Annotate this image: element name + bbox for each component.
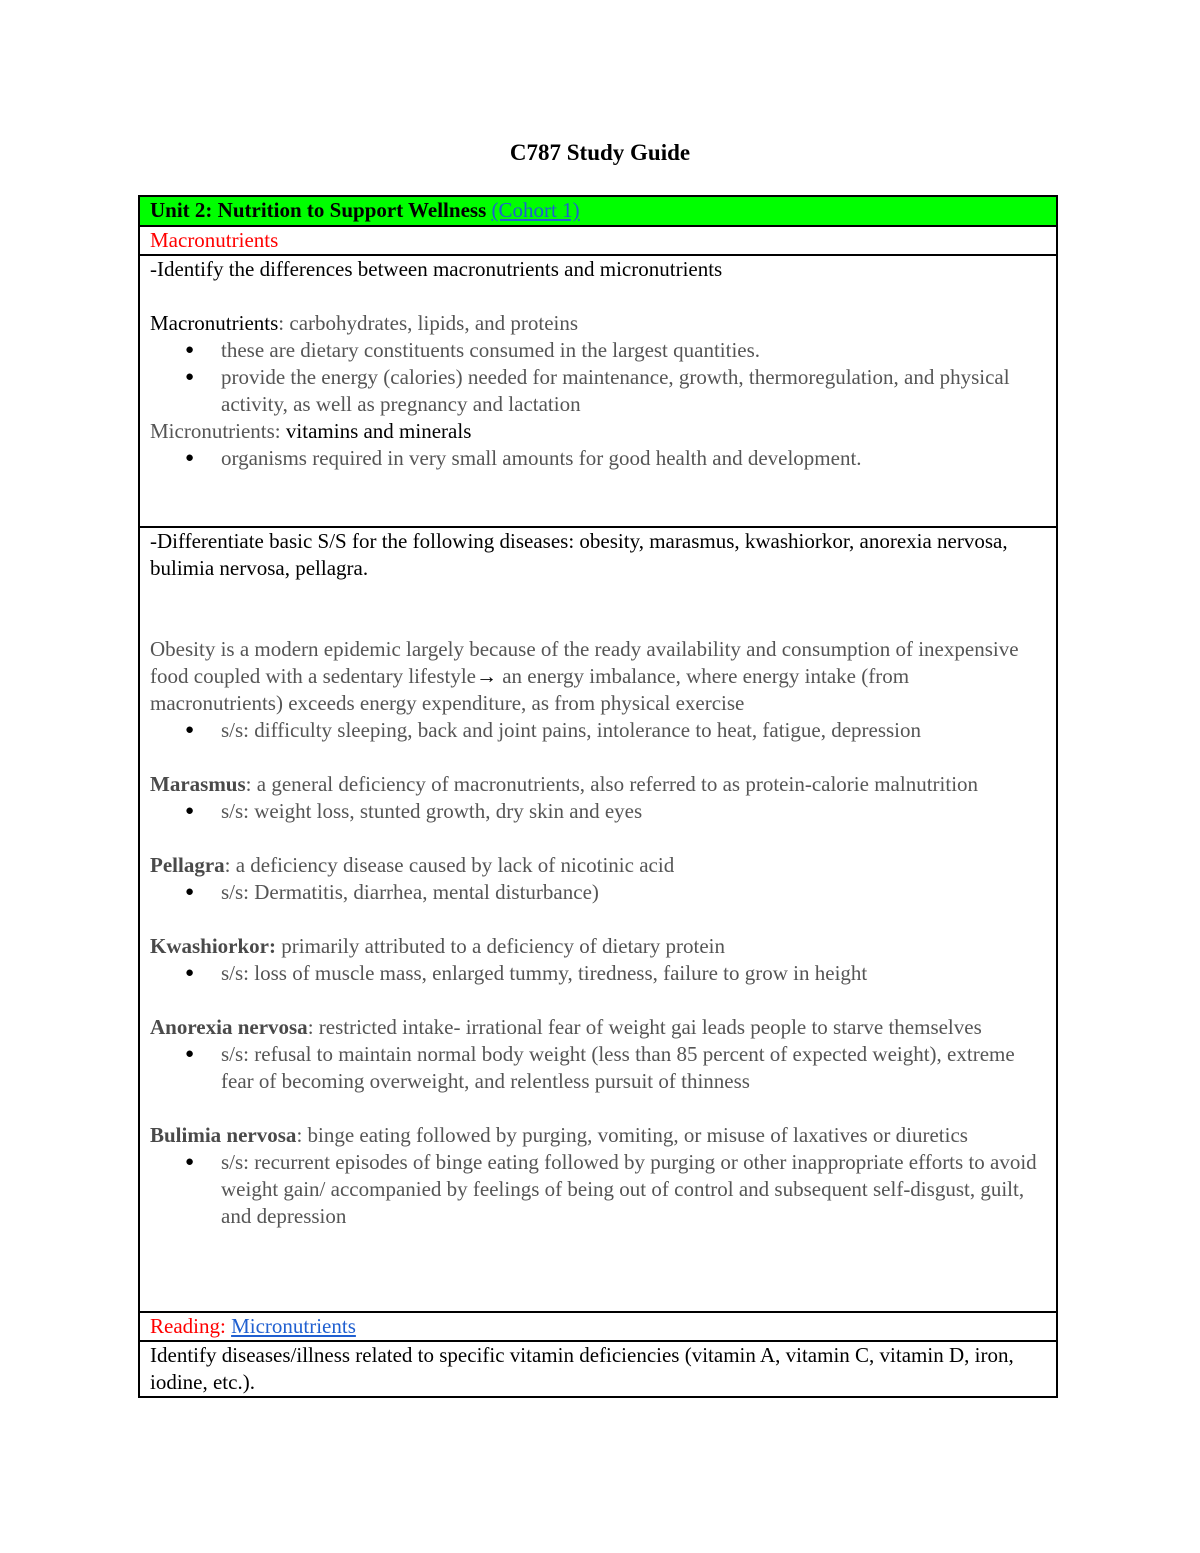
micro-term: Micronutrients: — [150, 419, 286, 443]
list-item: ● s/s: recurrent episodes of binge eating followed by purging or other inappropriate efforts to avoid weight gain/ accompanied by feelings of being out of control and subsequent self-disgust, guilt, and depression — [221, 1149, 1046, 1230]
reading-row — [139, 1312, 1057, 1341]
vitamin-objective: Identify diseases/illness related to specific vitamin deficiencies (vitamin A, vitamin C, vitamin D, iron, iodine, etc.). — [139, 1341, 1057, 1397]
kwashiorkor-text: Kwashiorkor: primarily attributed to a deficiency of dietary protein — [150, 934, 725, 958]
study-guide-table — [138, 195, 1058, 1398]
macro-definition: : carbohydrates, lipids, and proteins — [278, 311, 579, 335]
bulimia-text: Bulimia nervosa: binge eating followed by purging, vomiting, or misuse of laxatives or diuretics — [150, 1123, 968, 1147]
macro-bullets — [150, 337, 1046, 418]
reading-label: Reading: — [150, 1314, 232, 1338]
list-item: ● s/s: refusal to maintain normal body weight (less than 85 percent of expected weight), extreme fear of becoming overweight, and relentless pursuit of thinness — [221, 1041, 1046, 1095]
unit-header-row — [139, 196, 1057, 226]
macro-term: Macronutrients — [150, 311, 279, 335]
list-item: ● s/s: difficulty sleeping, back and joint pains, intolerance to heat, fatigue, depression — [221, 717, 1046, 744]
anorexia-text: Anorexia nervosa: restricted intake- irrational fear of weight gai leads people to starve themselves — [150, 1015, 982, 1039]
objective-text: -Identify the differences between macronutrients and micronutrients — [150, 257, 723, 281]
macronutrients-content-row — [139, 255, 1057, 527]
page-title: C787 Study Guide — [509, 140, 691, 165]
pellagra-text: Pellagra: a deficiency disease caused by lack of nicotinic acid — [150, 853, 675, 877]
macronutrients-label: Macronutrients — [139, 226, 1057, 255]
list-item: ● provide the energy (calories) needed for maintenance, growth, thermoregulation, and physical activity, as well as pregnancy and lactation — [221, 364, 1046, 418]
diseases-row — [139, 527, 1057, 1312]
micro-definition: vitamins and minerals — [285, 419, 472, 443]
micronutrients-link[interactable]: Micronutrients — [231, 1314, 356, 1338]
macronutrients-label-row — [139, 226, 1057, 255]
list-item: ● organisms required in very small amounts for good health and development. — [221, 445, 1046, 472]
unit-header — [139, 196, 1057, 226]
vitamin-row — [139, 1341, 1057, 1397]
cohort-link[interactable]: (Cohort 1) — [491, 198, 580, 222]
list-item: ● s/s: loss of muscle mass, enlarged tummy, tiredness, failure to grow in height — [221, 960, 1046, 987]
marasmus-text: Marasmus: a general deficiency of macronutrients, also referred to as protein-calorie malnutrition — [150, 772, 979, 796]
diseases-objective: -Differentiate basic S/S for the following diseases: obesity, marasmus, kwashiorkor, anorexia nervosa, bulimia nervosa, pellagra. — [150, 529, 1008, 580]
arrow-icon: → — [475, 664, 497, 688]
obesity-text: Obesity is a modern epidemic largely because of the ready availability and consumption of inexpensive food coupled with a sedentary lifestyle→ an energy imbalance, where energy intake (from macronutrients) exceeds energy expenditure, as from physical exercise — [150, 637, 1019, 715]
list-item: ● s/s: Dermatitis, diarrhea, mental disturbance) — [221, 879, 1046, 906]
macronutrients-content — [139, 255, 1057, 527]
micro-bullets — [150, 445, 1046, 472]
unit-title: Unit 2: Nutrition to Support Wellness — [150, 198, 487, 222]
diseases-content — [139, 527, 1057, 1312]
list-item: ● s/s: weight loss, stunted growth, dry skin and eyes — [221, 798, 1046, 825]
list-item: ● these are dietary constituents consumed in the largest quantities. — [221, 337, 1046, 364]
reading-cell — [139, 1312, 1057, 1341]
